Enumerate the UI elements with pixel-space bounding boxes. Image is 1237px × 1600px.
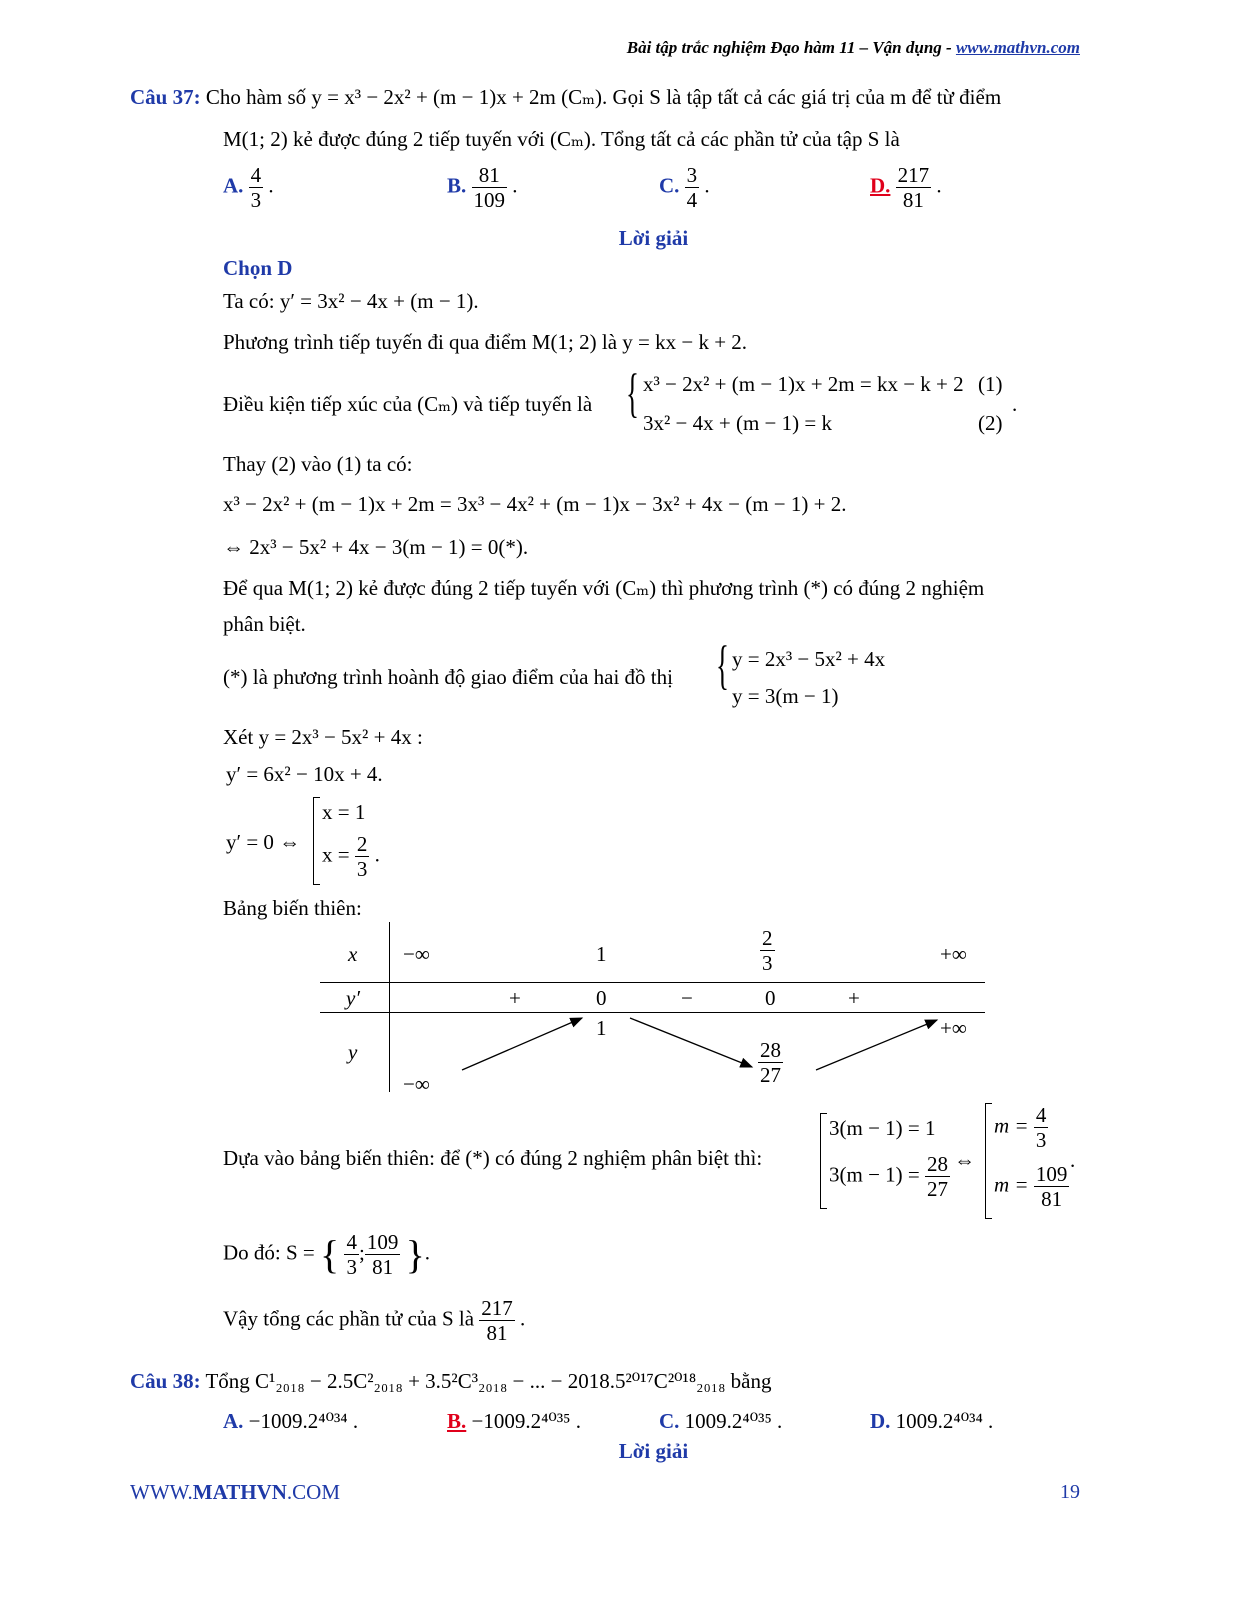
- step-derivative: Ta có: y′ = 3x² − 4x + (m − 1).: [223, 289, 479, 313]
- option-key: C.: [659, 173, 680, 198]
- system-tag1: (1): [978, 372, 1003, 396]
- q37-option-b[interactable]: B. $\frac{81}{109}$ .: [447, 163, 518, 213]
- q38-option-b[interactable]: [447, 1409, 581, 1434]
- footer-site[interactable]: [130, 1480, 340, 1505]
- frac-num: 28: [760, 1038, 781, 1062]
- step-requirement-1: Để qua M(1; 2) kẻ được đúng 2 tiếp tuyến với (Cₘ) thì phương trình (*) có đúng 2 nghiệm: [223, 576, 985, 600]
- q37-option-c[interactable]: C. $\frac{3}{4}$ .: [659, 163, 710, 213]
- step-equation-star: ⇔ 2x³ − 5x² + 4x − 3(m − 1) = 0(*).: [223, 535, 529, 559]
- step-expand: x³ − 2x² + (m − 1)x + 2m = 3x³ − 4x² + (m − 1)x − 3x² + 4x − (m − 1) + 2.: [223, 492, 847, 516]
- option-key: A.: [223, 173, 244, 198]
- step-requirement-2: phân biệt.: [223, 612, 306, 636]
- q38-label: Câu 38:: [130, 1369, 201, 1393]
- frac-num: 4: [346, 1230, 357, 1254]
- page-header: [627, 38, 1080, 58]
- conclusion-bracket-right: [985, 1103, 992, 1219]
- variation-arrows: [440, 1010, 960, 1080]
- q37-option-a[interactable]: A. $\frac{4}{3}$ .: [223, 163, 274, 213]
- option-key: B.: [447, 1409, 467, 1433]
- step-consider: Xét y = 2x³ − 5x² + 4x :: [223, 725, 423, 749]
- q38-solution-title: Lời giải: [618, 1439, 689, 1463]
- footer-site-pre: WWW.: [130, 1480, 193, 1504]
- system-brace: {: [626, 363, 639, 423]
- option-text: −1009.2⁴⁰³⁵ .: [471, 1409, 581, 1433]
- frac-num: 4: [1035, 1103, 1047, 1127]
- header-title: Bài tập trắc nghiệm Đạo hàm 11 – Vận dụng -: [626, 38, 956, 57]
- table-yp-sign-2: −: [681, 986, 693, 1010]
- frac-num: 81: [472, 163, 508, 188]
- sum-lead: Vậy tổng các phần tử của S là: [223, 1306, 475, 1331]
- frac-den: 81: [1041, 1187, 1063, 1212]
- conclusion-m1: m =: [994, 1113, 1029, 1138]
- table-x-pos-inf: +∞: [940, 942, 967, 966]
- step-critical-lead: y′ = 0 ⇔: [226, 830, 301, 854]
- frac-num: 4: [250, 163, 262, 187]
- frac-num: 217: [897, 163, 930, 187]
- q38-line1: [130, 1369, 772, 1394]
- table-y-pos-inf: +∞: [940, 1016, 967, 1040]
- step-sum: Vậy tổng các phần tử của S là $\frac{217}{81}$ .: [223, 1296, 526, 1346]
- q37-line1: [130, 85, 1001, 110]
- frac-den: 27: [927, 1177, 949, 1202]
- frac-den: 3: [762, 951, 773, 976]
- q38-option-d[interactable]: [870, 1409, 993, 1434]
- q37-choice: Chọn D: [223, 256, 293, 280]
- step-intersection-lead: (*) là phương trình hoành độ giao điểm của hai đồ thị: [223, 665, 673, 689]
- frac-num: 2: [762, 926, 773, 950]
- table-x-neg-inf: −∞: [403, 942, 430, 966]
- q37-stem-2: M(1; 2) kẻ được đúng 2 tiếp tuyến với (Cₘ). Tổng tất cả các phần tử của tập S là: [223, 127, 900, 151]
- frac-num: 2: [356, 832, 368, 856]
- option-key: A.: [223, 1409, 244, 1433]
- table-y-neg-inf: −∞: [403, 1072, 430, 1096]
- critical-root-2: x =: [322, 842, 350, 867]
- step-substitute: Thay (2) vào (1) ta có:: [223, 452, 413, 476]
- option-key: D.: [870, 1409, 891, 1433]
- intersection-eq2: y = 3(m − 1): [732, 684, 839, 708]
- table-y-label: y: [348, 1040, 358, 1064]
- step-condition-lead: Điều kiện tiếp xúc của (Cₘ) và tiếp tuyến là: [223, 392, 593, 416]
- step-tangent: Phương trình tiếp tuyến đi qua điểm M(1; 2) là y = kx − k + 2.: [223, 330, 748, 354]
- frac-num: 109: [1035, 1162, 1068, 1186]
- frac-den: 3: [356, 857, 368, 882]
- table-yp-sign-1: +: [509, 986, 521, 1010]
- conclusion-eq2: 3(m − 1) =: [829, 1162, 920, 1187]
- option-key: D.: [870, 173, 891, 198]
- q37-label: Câu 37:: [130, 85, 201, 109]
- frac-den: 4: [686, 188, 698, 213]
- frac-den: 3: [250, 188, 262, 213]
- critical-bracket: [313, 797, 320, 885]
- conclusion-eq1: 3(m − 1) = 1: [829, 1116, 936, 1140]
- frac-den: 3: [1035, 1128, 1047, 1153]
- system-eq1: x³ − 2x² + (m − 1)x + 2m = kx − k + 2: [643, 372, 964, 396]
- intersection-brace: {: [716, 635, 729, 695]
- step-derivative-2: y′ = 6x² − 10x + 4.: [226, 762, 383, 786]
- table-yp-zero-2: 0: [765, 986, 776, 1010]
- frac-den: 81: [902, 188, 924, 213]
- frac-den: 3: [346, 1255, 357, 1280]
- q37-stem-1: Cho hàm số y = x³ − 2x² + (m − 1)x + 2m (Cₘ). Gọi S là tập tất cả các giá trị của m để từ điểm: [205, 85, 1002, 109]
- option-text: 1009.2⁴⁰³⁵ .: [684, 1409, 783, 1433]
- intersection-eq1: y = 2x³ − 5x² + 4x: [732, 647, 886, 671]
- frac-den: 27: [760, 1063, 781, 1088]
- frac-num: 3: [686, 163, 698, 187]
- table-yp-label: y′: [346, 986, 360, 1010]
- frac-num: 109: [366, 1230, 399, 1254]
- q38-stem: Tổng C¹₂₀₁₈ − 2.5C²₂₀₁₈ + 3.5²C³₂₀₁₈ − ... − 2018.5²⁰¹⁷C²⁰¹⁸₂₀₁₈ bằng: [205, 1369, 772, 1393]
- table-caption: Bảng biến thiên:: [223, 896, 362, 920]
- table-yp-zero-1: 0: [596, 986, 607, 1010]
- set-lead: Do đó: S =: [223, 1240, 315, 1265]
- conclusion-bracket-left: [820, 1113, 827, 1209]
- q38-option-c[interactable]: [659, 1409, 782, 1434]
- page-number: 19: [1060, 1481, 1080, 1503]
- table-x-1: 1: [596, 942, 607, 966]
- frac-num: 217: [481, 1296, 513, 1320]
- header-link[interactable]: www.mathvn.com: [955, 38, 1080, 57]
- system-eq2: 3x² − 4x + (m − 1) = k: [643, 411, 832, 435]
- frac-den: 81: [372, 1255, 394, 1280]
- option-text: 1009.2⁴⁰³⁴ .: [895, 1409, 994, 1433]
- option-text: −1009.2⁴⁰³⁴ .: [248, 1409, 359, 1433]
- q37-solution-title: Lời giải: [618, 226, 689, 250]
- frac-num: 28: [927, 1152, 949, 1176]
- step-conclusion-lead: Dựa vào bảng biến thiên: để (*) có đúng 2 nghiệm phân biệt thì:: [223, 1146, 763, 1170]
- step-set-s: Do đó: S = { $\frac{4}{3}$ ; $\frac{109}{81}$ }.: [223, 1230, 431, 1280]
- table-y-max: 1: [596, 1016, 607, 1040]
- q37-option-d[interactable]: D. $\frac{217}{81}$ .: [870, 163, 942, 213]
- system-tag2: (2): [978, 411, 1003, 435]
- option-key: B.: [447, 173, 467, 198]
- table-x-label: x: [348, 942, 358, 966]
- footer-site-bold: MATHVN: [192, 1480, 287, 1504]
- footer-site-post: .COM: [286, 1480, 341, 1504]
- frac-den: 109: [473, 188, 506, 213]
- conclusion-m2: m =: [994, 1172, 1029, 1197]
- table-yp-sign-3: +: [848, 986, 860, 1010]
- critical-root-1: x = 1: [322, 800, 366, 824]
- option-key: C.: [659, 1409, 680, 1433]
- q38-option-a[interactable]: [223, 1409, 358, 1434]
- frac-den: 81: [486, 1321, 508, 1346]
